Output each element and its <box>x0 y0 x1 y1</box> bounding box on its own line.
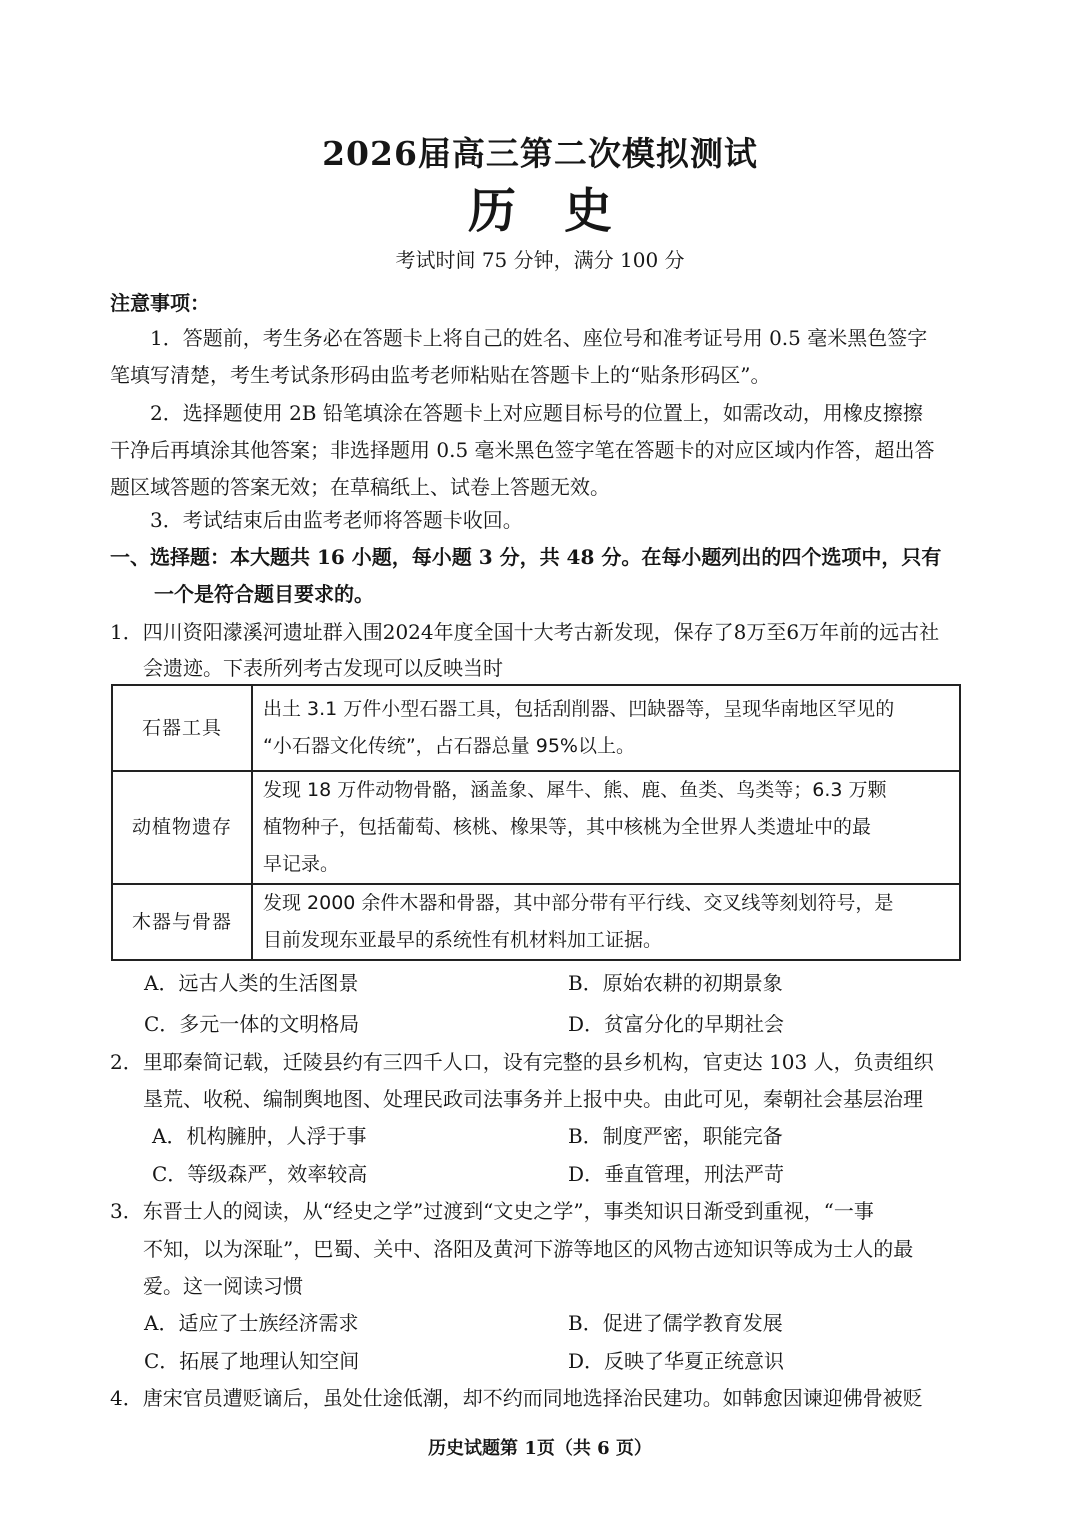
table-content-line: 发现 18 万件动物骨骼，涵盖象、犀牛、熊、鹿、鱼类、鸟类等；6.3 万颗 <box>263 779 887 801</box>
page-footer: 历史试题第 1页（共 6 页） <box>428 1438 652 1459</box>
notes-line: 题区域答题的答案无效；在草稿纸上、试卷上答题无效。 <box>110 475 610 499</box>
question-1-option-d: D．贫富分化的早期社会 <box>568 1012 785 1036</box>
question-2-option-a: A．机构臃肿，人浮于事 <box>152 1124 367 1148</box>
table-content-line: 植物种子，包括葡萄、核桃、橡果等，其中核桃为全世界人类遗址中的最 <box>263 816 872 838</box>
question-4-stem: 4．唐宋官员遭贬谪后，虽处仕途低潮，却不约而同地选择治民建功。如韩愈因谏迎佛骨被贬 <box>110 1386 923 1410</box>
table-content-line: 出土 3.1 万件小型石器工具，包括刮削器、凹缺器等，呈现华南地区罕见的 <box>263 698 895 720</box>
table-row <box>112 771 960 884</box>
question-2-stem: 2．里耶秦简记载，迁陵县约有三四千人口，设有完整的县乡机构，官吏达 103 人，负责组织 <box>110 1050 934 1074</box>
question-1-table <box>111 684 961 961</box>
question-1-option-c: C．多元一体的文明格局 <box>144 1012 360 1036</box>
table-row <box>112 884 960 960</box>
question-2-option-c: C．等级森严，效率较高 <box>152 1162 368 1186</box>
notes-line: 2．选择题使用 2B 铅笔填涂在答题卡上对应题目标号的位置上，如需改动，用橡皮擦擦 <box>150 401 923 425</box>
question-3-stem-cont: 不知，以为深耻”，巴蜀、关中、洛阳及黄河下游等地区的风物古迹知识等成为士人的最 <box>143 1237 914 1261</box>
question-1-option-a: A．远古人类的生活图景 <box>144 971 359 995</box>
table-content-line: 早记录。 <box>263 853 340 875</box>
notes-line: 干净后再填涂其他答案；非选择题用 0.5 毫米黑色签字笔在答题卡的对应区域内作答，超出答 <box>110 438 935 462</box>
table-content-line: 发现 2000 余件木器和骨器，其中部分带有平行线、交叉线等刻划符号，是 <box>263 892 894 914</box>
section-heading-cont: 一个是符合题目要求的。 <box>154 582 374 606</box>
question-1-option-b: B．原始农耕的初期景象 <box>568 971 783 995</box>
table-row <box>112 685 960 771</box>
question-3-option-b: B．促进了儒学教育发展 <box>568 1311 783 1335</box>
question-1-stem: 1．四川资阳濛溪河遗址群入围2024年度全国十大考古新发现，保存了8万至6万年前的远古社 <box>110 620 940 644</box>
table-content-cell <box>252 685 960 771</box>
question-3-option-d: D．反映了华夏正统意识 <box>568 1349 785 1373</box>
question-3-option-c: C．拓展了地理认知空间 <box>144 1349 360 1373</box>
notes-heading: 注意事项： <box>110 291 210 315</box>
exam-title: 2026届高三第二次模拟测试 <box>322 134 758 173</box>
table-category-cell: 石器工具 <box>112 685 252 771</box>
table-content-cell <box>252 771 960 884</box>
table-content-cell <box>252 884 960 960</box>
table-category-cell: 木器与骨器 <box>112 884 252 960</box>
question-3-stem: 3．东晋士人的阅读，从“经史之学”过渡到“文史之学”，事类知识日渐受到重视，“一事 <box>110 1199 874 1223</box>
table-content-line: 目前发现东亚最早的系统性有机材料加工证据。 <box>263 929 663 951</box>
exam-info: 考试时间 75 分钟，满分 100 分 <box>395 248 685 272</box>
question-2-option-b: B．制度严密，职能完备 <box>568 1124 783 1148</box>
subject-title: 历史 <box>467 183 660 239</box>
table-content-line: “小石器文化传统”，占石器总量 95%以上。 <box>263 735 635 757</box>
notes-line: 笔填写清楚，考生考试条形码由监考老师粘贴在答题卡上的“贴条形码区”。 <box>110 363 771 387</box>
table-category-cell: 动植物遗存 <box>112 771 252 884</box>
notes-line: 1．答题前，考生务必在答题卡上将自己的姓名、座位号和准考证号用 0.5 毫米黑色签字 <box>150 326 928 350</box>
question-2-option-d: D．垂直管理，刑法严苛 <box>568 1162 785 1186</box>
question-3-option-a: A．适应了士族经济需求 <box>144 1311 359 1335</box>
question-1-stem-cont: 会遗迹。下表所列考古发现可以反映当时 <box>143 656 503 680</box>
section-heading: 一、选择题：本大题共 16 小题，每小题 3 分，共 48 分。在每小题列出的四个选项中，只有 <box>110 545 942 569</box>
notes-line: 3．考试结束后由监考老师将答题卡收回。 <box>150 508 523 532</box>
question-3-stem-cont: 爱。这一阅读习惯 <box>143 1274 303 1298</box>
question-2-stem-cont: 垦荒、收税、编制舆地图、处理民政司法事务并上报中央。由此可见，秦朝社会基层治理 <box>143 1087 923 1111</box>
